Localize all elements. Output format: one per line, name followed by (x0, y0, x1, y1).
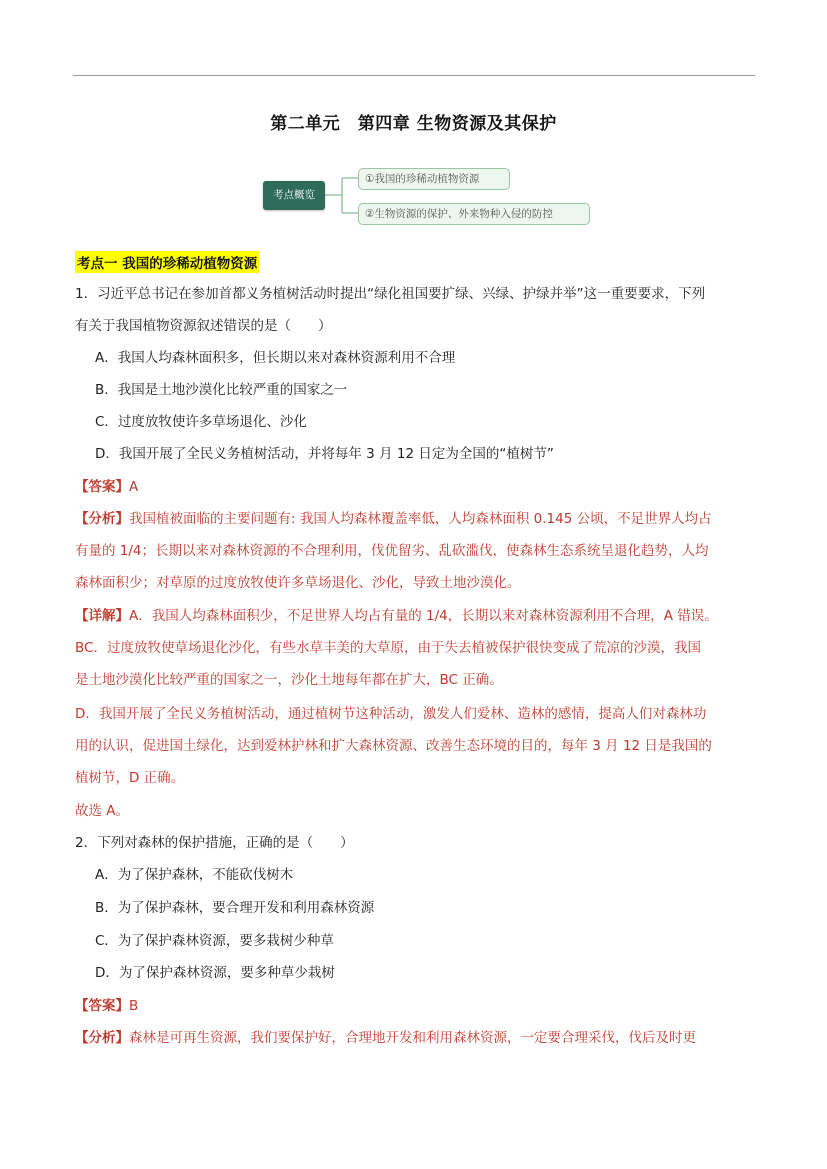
q2-answer-tag: 【答案】 (75, 998, 129, 1014)
q1-detail-line-1 (75, 604, 718, 624)
q2-analysis-line-1 (75, 1026, 696, 1046)
q1-detail-line-4: D．我国开展了全民义务植树活动，通过植树节这种活动，激发人们爱林、造林的感情，提高人们对森林功 (75, 706, 707, 722)
q1-analysis-line-3: 森林面积少；对草原的过度放牧使许多草场退化、沙化，导致土地沙漠化。 (75, 575, 521, 591)
q1-detail-text-1: A．我国人均森林面积少，不足世界人均占有量的 1/4，长期以来对森林资源利用不合理，A 错误。 (129, 608, 718, 624)
q1-analysis-text-1: 我国植被面临的主要问题有: 我国人均森林覆盖率低，人均森林面积 0.145 公顷，不足世界人均占 (129, 511, 712, 527)
q1-option-a: A．我国人均森林面积多，但长期以来对森林资源利用不合理 (95, 350, 456, 366)
q1-analysis-line-2: 有量的 1/4；长期以来对森林资源的不合理利用，伐优留劣、乱砍滥伐，使森林生态系统呈退化趋势，人均 (75, 543, 709, 559)
q2-stem: 2．下列对森林的保护措施，正确的是（ ） (75, 835, 354, 851)
mindmap-node-1: ①我国的珍稀动植物资源 (358, 168, 510, 190)
q1-option-d: D．我国开展了全民义务植树活动，并将每年 3 月 12 日定为全国的“植树节” (95, 446, 554, 462)
q2-answer-value: B (129, 998, 139, 1014)
q1-detail-line-5: 用的认识，促进国土绿化，达到爱林护林和扩大森林资源、改善生态环境的目的，每年 3 月 12 日是我国的 (75, 738, 712, 754)
q1-stem-line-2: 有关于我国植物资源叙述错误的是（ ） (75, 318, 332, 334)
q1-answer-tag: 【答案】 (75, 479, 129, 495)
mindmap-node-2: ②生物资源的保护、外来物种入侵的防控 (358, 203, 590, 225)
q1-answer (75, 475, 138, 495)
mindmap-root: 考点概览 (263, 181, 325, 210)
q2-option-d: D．为了保护森林资源，要多种草少栽树 (95, 965, 335, 981)
q1-detail-tag: 【详解】 (75, 608, 129, 624)
page-title: 第二单元 第四章 生物资源及其保护 (270, 114, 557, 134)
q2-option-c: C．为了保护森林资源，要多栽树少种草 (95, 933, 334, 949)
q2-analysis-text: 森林是可再生资源，我们要保护好，合理地开发和利用森林资源，一定要合理采伐，伐后及时更 (129, 1030, 696, 1046)
q1-analysis-line-1 (75, 507, 712, 527)
header-rule (73, 75, 755, 76)
q1-answer-value: A (129, 479, 139, 495)
q2-analysis-tag: 【分析】 (75, 1030, 129, 1046)
q1-conclusion: 故选 A。 (75, 803, 130, 819)
q1-detail-line-3: 是土地沙漠化比较严重的国家之一，沙化土地每年都在扩大，BC 正确。 (75, 672, 503, 688)
q1-detail-line-6: 植树节，D 正确。 (75, 770, 185, 786)
q2-option-a: A．为了保护森林，不能砍伐树木 (95, 867, 294, 883)
q1-analysis-tag: 【分析】 (75, 511, 129, 527)
q2-answer (75, 994, 138, 1014)
q1-option-c: C．过度放牧使许多草场退化、沙化 (95, 414, 307, 430)
q2-option-b: B．为了保护森林，要合理开发和利用森林资源 (95, 900, 375, 916)
q1-stem-line-1: 1．习近平总书记在参加首都义务植树活动时提出“绿化祖国要扩绿、兴绿、护绿并举”这一重要要求，下列 (75, 286, 706, 302)
q1-option-b: B．我国是土地沙漠化比较严重的国家之一 (95, 382, 348, 398)
keypoint-heading: 考点一 我国的珍稀动植物资源 (75, 251, 259, 273)
overview-mindmap (262, 166, 602, 230)
q1-detail-line-2: BC．过度放牧使草场退化沙化，有些水草丰美的大草原，由于失去植被保护很快变成了荒凉的沙漠，我国 (75, 640, 701, 656)
